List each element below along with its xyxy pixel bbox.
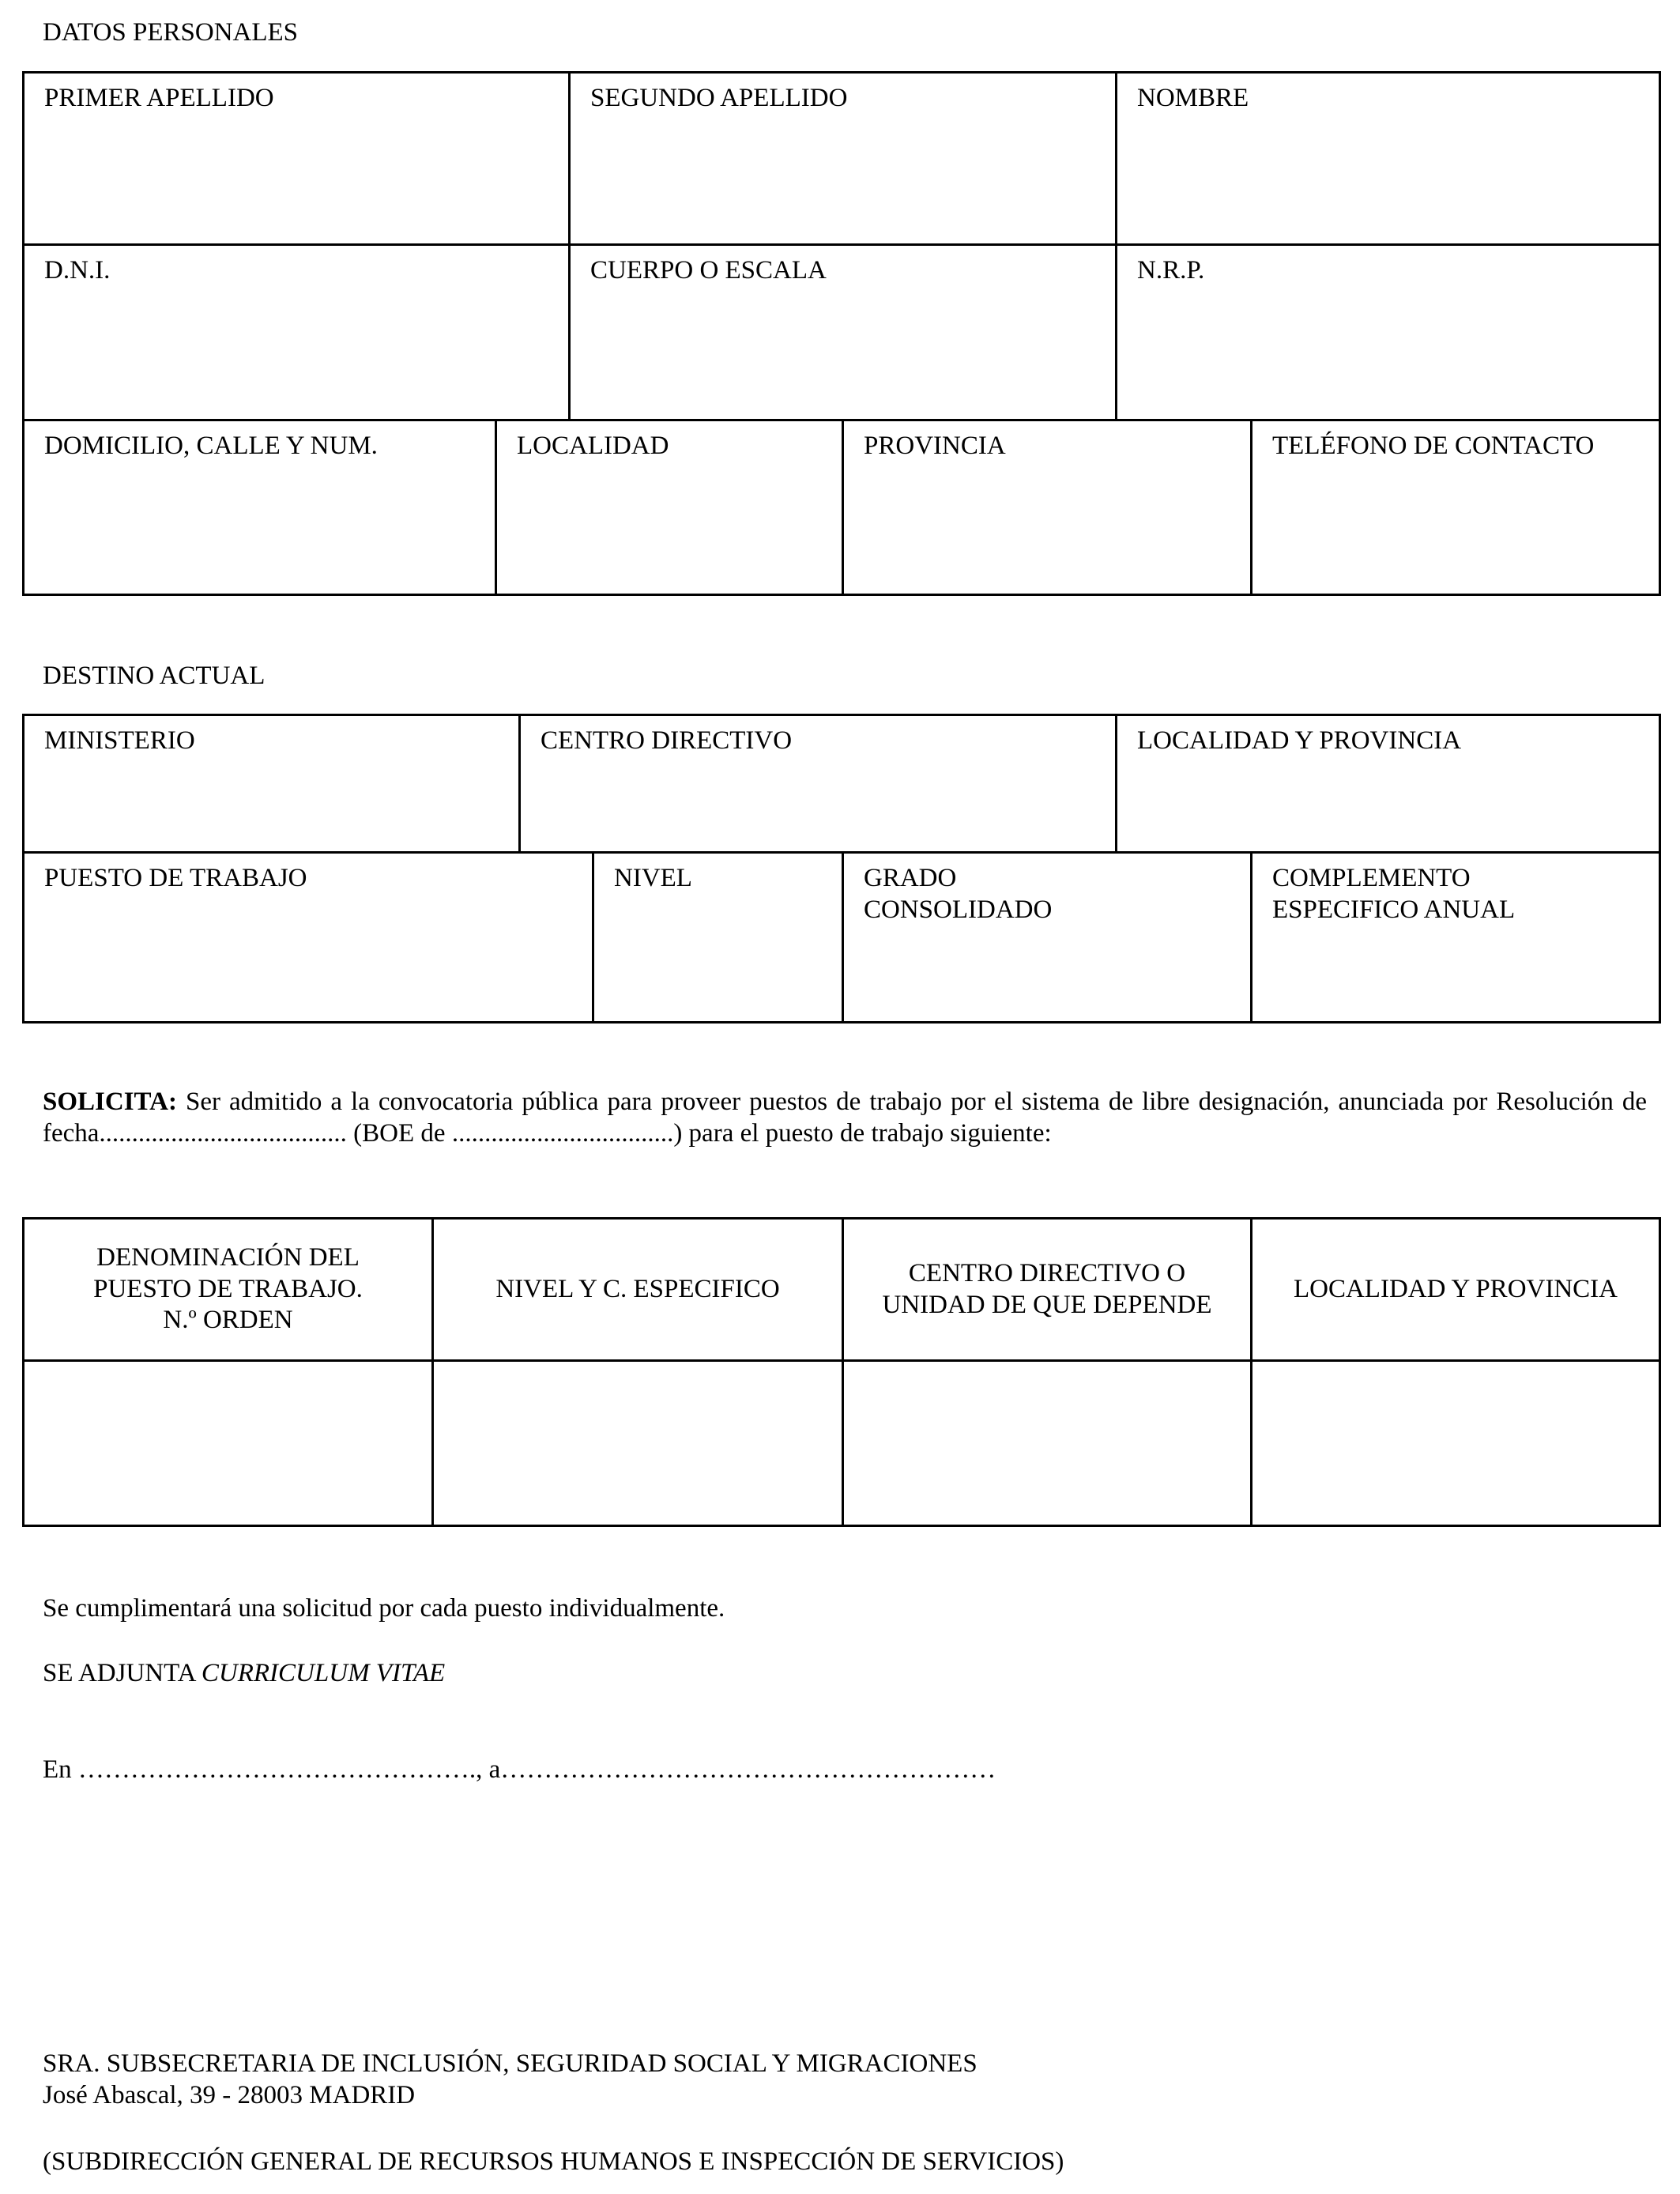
input-centro-directivo[interactable] [844, 1362, 1250, 1527]
field-primer-apellido[interactable] [24, 74, 568, 243]
field-label: COMPLEMENTO [1272, 864, 1471, 892]
direccion: José Abascal, 39 - 28003 MADRID [43, 2081, 416, 2109]
column-header-localidad [1252, 1220, 1659, 1359]
field-provincia[interactable] [844, 421, 1250, 596]
destinatario: SRA. SUBSECRETARIA DE INCLUSIÓN, SEGURIDAD SOCIAL Y MIGRACIONES [43, 2049, 977, 2078]
field-nivel[interactable] [594, 854, 842, 1023]
field-ministerio[interactable] [24, 716, 518, 851]
header-line: PUESTO DE TRABAJO. [93, 1274, 363, 1303]
input-denominacion[interactable] [24, 1362, 431, 1527]
field-label: GRADO [864, 864, 957, 892]
column-header-denominacion [24, 1220, 431, 1359]
field-localidad[interactable] [497, 421, 842, 596]
field-label: CUERPO O ESCALA [590, 256, 827, 285]
field-label: PROVINCIA [864, 432, 1006, 460]
header-line: CENTRO DIRECTIVO O [908, 1258, 1186, 1287]
lugar-fecha-line[interactable]: En ………………………………………., a………………………………………………… [43, 1755, 996, 1784]
field-label: SEGUNDO APELLIDO [590, 84, 848, 112]
solicita-text: Ser admitido a la convocatoria pública para proveer puestos de trabajo por el sistema de libre designación, anunciada por Resolución de fecha...................................... (BOE de ..................................) para el puesto de trabajo siguiente: [43, 1088, 1648, 1148]
curriculum-vitae-label: CURRICULUM VITAE [201, 1659, 446, 1687]
field-localidad-provincia[interactable] [1117, 716, 1659, 851]
subdireccion: (SUBDIRECCIÓN GENERAL DE RECURSOS HUMANOS E INSPECCIÓN DE SERVICIOS) [43, 2147, 1064, 2176]
field-label: DOMICILIO, CALLE Y NUM. [44, 432, 378, 460]
field-label: TELÉFONO DE CONTACTO [1272, 432, 1595, 460]
adjunta-line [43, 1658, 445, 1690]
section-title-datos-personales: DATOS PERSONALES [43, 18, 299, 47]
adjunta-prefix: SE ADJUNTA [43, 1659, 202, 1687]
field-label: NIVEL [614, 864, 692, 892]
field-label: LOCALIDAD [517, 432, 669, 460]
field-label: ESPECIFICO ANUAL [1272, 895, 1516, 924]
destino-actual-grid [22, 714, 1661, 1023]
field-label: LOCALIDAD Y PROVINCIA [1137, 726, 1462, 755]
field-nombre[interactable] [1117, 74, 1659, 243]
field-label: N.R.P. [1137, 256, 1205, 285]
field-label: NOMBRE [1137, 84, 1249, 112]
solicita-label: SOLICITA: [43, 1088, 177, 1116]
column-header-centro-directivo [844, 1220, 1250, 1359]
datos-personales-grid [22, 71, 1661, 596]
field-label: MINISTERIO [44, 726, 195, 755]
field-nrp[interactable] [1117, 246, 1659, 419]
field-label: CONSOLIDADO [864, 895, 1053, 924]
puesto-solicitado-table [22, 1217, 1661, 1527]
field-puesto-trabajo[interactable] [24, 854, 592, 1023]
field-complemento-especifico[interactable] [1252, 854, 1659, 1023]
input-localidad-provincia[interactable] [1252, 1362, 1659, 1527]
header-line: LOCALIDAD Y PROVINCIA [1293, 1274, 1618, 1303]
header-line: DENOMINACIÓN DEL [96, 1243, 360, 1272]
solicita-paragraph [43, 1086, 1647, 1149]
header-line: NIVEL Y C. ESPECIFICO [495, 1274, 780, 1303]
nota-solicitud: Se cumplimentará una solicitud por cada puesto individualmente. [43, 1594, 725, 1623]
field-domicilio[interactable] [24, 421, 495, 596]
field-label: PRIMER APELLIDO [44, 84, 274, 112]
field-dni[interactable] [24, 246, 568, 419]
header-line: UNIDAD DE QUE DEPENDE [882, 1290, 1212, 1319]
field-label: D.N.I. [44, 256, 111, 285]
column-header-nivel [434, 1220, 842, 1359]
field-label: PUESTO DE TRABAJO [44, 864, 307, 892]
field-centro-directivo[interactable] [521, 716, 1115, 851]
field-label: CENTRO DIRECTIVO [541, 726, 793, 755]
field-telefono[interactable] [1252, 421, 1659, 596]
header-line: N.º ORDEN [163, 1306, 293, 1335]
section-title-destino-actual: DESTINO ACTUAL [43, 662, 266, 690]
field-grado-consolidado[interactable] [844, 854, 1250, 1023]
field-segundo-apellido[interactable] [571, 74, 1115, 243]
field-cuerpo-escala[interactable] [571, 246, 1115, 419]
input-nivel-especifico[interactable] [434, 1362, 842, 1527]
